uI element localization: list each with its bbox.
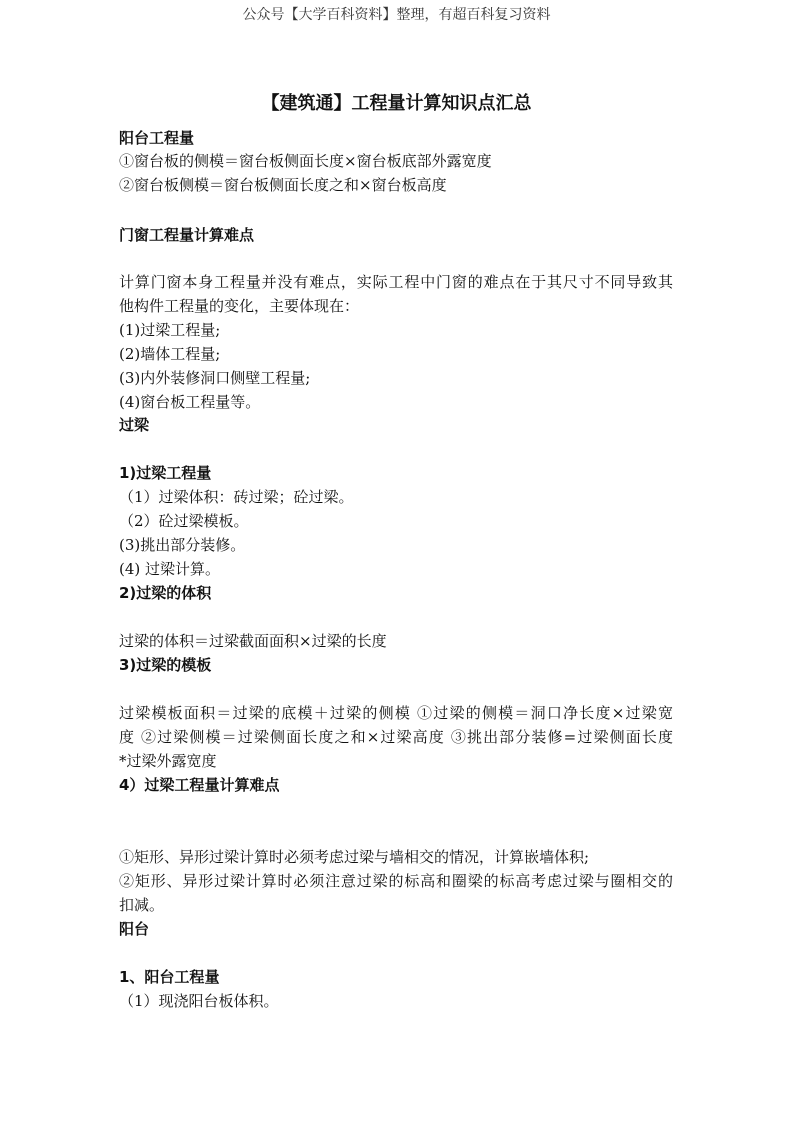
text-line: 过梁模板面积＝过梁的底模＋过梁的侧模 ①过梁的侧模＝洞口净长度×过梁宽	[119, 704, 673, 722]
text-line: ①窗台板的侧模＝窗台板侧面长度×窗台板底部外露宽度	[119, 152, 492, 170]
text-line: ②矩形、异形过梁计算时必须注意过梁的标高和圈梁的标高考虑过梁与圈相交的	[119, 872, 673, 890]
text-line: ②窗台板侧模＝窗台板侧面长度之和×窗台板高度	[119, 176, 447, 194]
subsection-heading: 2)过梁的体积	[119, 584, 212, 602]
text-line: 他构件工程量的变化，主要体现在：	[119, 297, 360, 315]
list-item: （1）现浇阳台板体积。	[119, 992, 279, 1010]
text-line: 扣减。	[119, 896, 165, 914]
text-line: ①矩形、异形过梁计算时必须考虑过梁与墙相交的情况，计算嵌墙体积;	[119, 848, 590, 866]
section-heading: 阳台工程量	[119, 129, 195, 147]
section-heading: 阳台	[119, 920, 150, 938]
text-line: *过梁外露宽度	[119, 752, 217, 770]
list-item: (4)窗台板工程量等。	[119, 393, 261, 411]
subsection-heading: 4）过梁工程量计算难点	[119, 776, 280, 794]
subsection-heading: 1)过梁工程量	[119, 464, 212, 482]
page-header-note: 公众号【大学百科资料】整理，有超百科复习资料	[242, 7, 551, 23]
section-heading: 过梁	[119, 416, 150, 434]
text-line: 度 ②过梁侧模＝过梁侧面长度之和×过梁高度 ③挑出部分装修=过梁侧面长度	[119, 728, 673, 746]
document-title: 【建筑通】工程量计算知识点汇总	[261, 93, 532, 114]
list-item: （2）砼过梁模板。	[119, 512, 249, 530]
text-line: 计算门窗本身工程量并没有难点，实际工程中门窗的难点在于其尺寸不同导致其	[119, 273, 673, 291]
subsection-heading: 1、阳台工程量	[119, 968, 220, 986]
text-line: 过梁的体积＝过梁截面面积×过梁的长度	[119, 632, 387, 650]
list-item: (1)过梁工程量;	[119, 321, 221, 339]
list-item: （1）过梁体积：砖过梁；砼过梁。	[119, 488, 354, 506]
list-item: (2)墙体工程量;	[119, 345, 221, 363]
section-heading: 门窗工程量计算难点	[119, 226, 255, 244]
list-item: (3)挑出部分装修。	[119, 536, 246, 554]
list-item: (3)内外装修洞口侧壁工程量;	[119, 369, 311, 387]
subsection-heading: 3)过梁的模板	[119, 656, 212, 674]
list-item: (4) 过梁计算。	[119, 560, 221, 578]
